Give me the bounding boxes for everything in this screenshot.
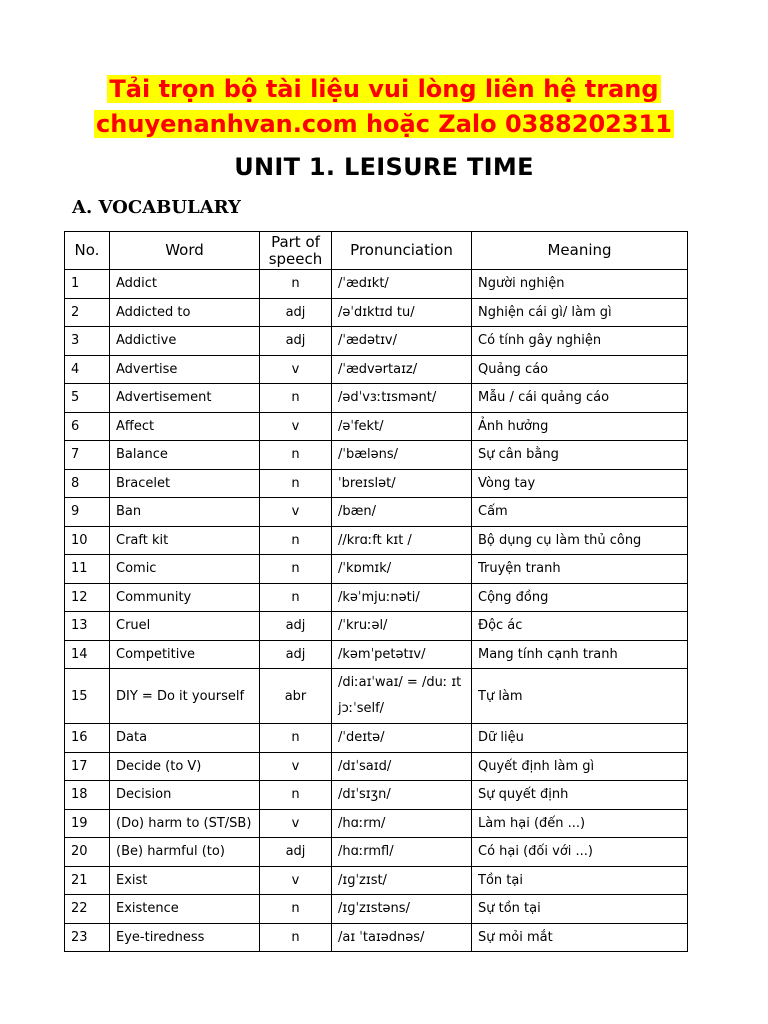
cell-no: 5 — [65, 384, 110, 413]
cell-word: Community — [110, 583, 260, 612]
cell-meaning: Quảng cáo — [472, 355, 688, 384]
cell-meaning: Sự quyết định — [472, 781, 688, 810]
cell-meaning: Quyết định làm gì — [472, 752, 688, 781]
cell-part-of-speech: n — [260, 384, 332, 413]
cell-pronunciation: /dɪˈsɪʒn/ — [332, 781, 472, 810]
header-part-of-speech: Part of speech — [260, 232, 332, 270]
cell-no: 13 — [65, 612, 110, 641]
cell-meaning: Tự làm — [472, 669, 688, 724]
cell-word: Affect — [110, 412, 260, 441]
promo-text-2: chuyenanhvan.com hoặc Zalo 0388202311 — [96, 110, 672, 138]
cell-word: (Do) harm to (ST/SB) — [110, 809, 260, 838]
cell-no: 11 — [65, 555, 110, 584]
cell-word: Eye-tiredness — [110, 923, 260, 952]
table-row — [65, 384, 688, 413]
section-title: A. VOCABULARY — [72, 197, 241, 218]
header-pronunciation: Pronunciation — [332, 232, 472, 270]
cell-pronunciation: /ɪɡˈzɪst/ — [332, 866, 472, 895]
table-row — [65, 838, 688, 867]
cell-meaning: Nghiện cái gì/ làm gì — [472, 298, 688, 327]
cell-meaning: Cộng đồng — [472, 583, 688, 612]
table-row — [65, 923, 688, 952]
cell-word: Comic — [110, 555, 260, 584]
cell-no: 12 — [65, 583, 110, 612]
cell-meaning: Mang tính cạnh tranh — [472, 640, 688, 669]
cell-no: 23 — [65, 923, 110, 952]
cell-pronunciation: /bæn/ — [332, 498, 472, 527]
cell-meaning: Ảnh hưởng — [472, 412, 688, 441]
unit-title: UNIT 1. LEISURE TIME — [234, 153, 534, 181]
table-row — [65, 583, 688, 612]
cell-part-of-speech: n — [260, 469, 332, 498]
cell-word: Craft kit — [110, 526, 260, 555]
cell-meaning: Sự mỏi mắt — [472, 923, 688, 952]
table-row — [65, 327, 688, 356]
cell-word: Addict — [110, 270, 260, 299]
cell-pronunciation: /aɪ ˈtaɪədnəs/ — [332, 923, 472, 952]
cell-pronunciation: /ˈædətɪv/ — [332, 327, 472, 356]
table-row — [65, 781, 688, 810]
cell-word: Advertise — [110, 355, 260, 384]
cell-word: DIY = Do it yourself — [110, 669, 260, 724]
table-row — [65, 441, 688, 470]
cell-pronunciation: /əˈdɪktɪd tu/ — [332, 298, 472, 327]
cell-word: Addictive — [110, 327, 260, 356]
cell-word: (Be) harmful (to) — [110, 838, 260, 867]
table-row — [65, 412, 688, 441]
cell-meaning: Truyện tranh — [472, 555, 688, 584]
cell-word: Exist — [110, 866, 260, 895]
cell-pronunciation: /ˈædɪkt/ — [332, 270, 472, 299]
cell-meaning: Bộ dụng cụ làm thủ công — [472, 526, 688, 555]
cell-no: 9 — [65, 498, 110, 527]
table-row — [65, 669, 688, 724]
cell-word: Advertisement — [110, 384, 260, 413]
header-word: Word — [110, 232, 260, 270]
table-row — [65, 298, 688, 327]
cell-meaning: Tồn tại — [472, 866, 688, 895]
cell-meaning: Có hại (đối với ...) — [472, 838, 688, 867]
cell-pronunciation: /hɑːrm/ — [332, 809, 472, 838]
cell-no: 7 — [65, 441, 110, 470]
table-row — [65, 555, 688, 584]
cell-part-of-speech: abr — [260, 669, 332, 724]
table-row — [65, 752, 688, 781]
table-row — [65, 724, 688, 753]
cell-word: Decision — [110, 781, 260, 810]
cell-no: 2 — [65, 298, 110, 327]
cell-part-of-speech: n — [260, 583, 332, 612]
cell-no: 19 — [65, 809, 110, 838]
cell-no: 1 — [65, 270, 110, 299]
cell-part-of-speech: v — [260, 809, 332, 838]
cell-part-of-speech: n — [260, 781, 332, 810]
cell-pronunciation: /əˈfekt/ — [332, 412, 472, 441]
table-row — [65, 355, 688, 384]
table-row — [65, 640, 688, 669]
cell-pronunciation: /ɪɡˈzɪstəns/ — [332, 895, 472, 924]
cell-no: 17 — [65, 752, 110, 781]
cell-part-of-speech: v — [260, 752, 332, 781]
cell-meaning: Làm hại (đến ...) — [472, 809, 688, 838]
cell-no: 16 — [65, 724, 110, 753]
cell-part-of-speech: n — [260, 526, 332, 555]
cell-pronunciation: ˈbreɪslət/ — [332, 469, 472, 498]
cell-word: Data — [110, 724, 260, 753]
cell-meaning: Người nghiện — [472, 270, 688, 299]
cell-pronunciation: /ˈdeɪtə/ — [332, 724, 472, 753]
table-row — [65, 469, 688, 498]
table-row — [65, 498, 688, 527]
vocabulary-table — [64, 231, 688, 952]
cell-no: 18 — [65, 781, 110, 810]
cell-no: 22 — [65, 895, 110, 924]
cell-meaning: Dữ liệu — [472, 724, 688, 753]
cell-part-of-speech: n — [260, 895, 332, 924]
cell-pronunciation: /dɪˈsaɪd/ — [332, 752, 472, 781]
cell-part-of-speech: adj — [260, 327, 332, 356]
cell-part-of-speech: adj — [260, 612, 332, 641]
header-meaning: Meaning — [472, 232, 688, 270]
cell-part-of-speech: adj — [260, 838, 332, 867]
table-row — [65, 809, 688, 838]
cell-no: 4 — [65, 355, 110, 384]
cell-part-of-speech: n — [260, 923, 332, 952]
cell-word: Cruel — [110, 612, 260, 641]
cell-part-of-speech: n — [260, 270, 332, 299]
table-row — [65, 526, 688, 555]
cell-word: Balance — [110, 441, 260, 470]
cell-part-of-speech: v — [260, 866, 332, 895]
cell-no: 20 — [65, 838, 110, 867]
table-body — [65, 270, 688, 952]
cell-pronunciation: /ˈkɒmɪk/ — [332, 555, 472, 584]
promo-text-1: Tải trọn bộ tài liệu vui lòng liên hệ trang — [109, 75, 659, 103]
cell-pronunciation: /hɑːrmfl/ — [332, 838, 472, 867]
cell-pronunciation: /kəmˈpetətɪv/ — [332, 640, 472, 669]
cell-pronunciation: /ədˈvɜːtɪsmənt/ — [332, 384, 472, 413]
cell-word: Addicted to — [110, 298, 260, 327]
cell-pronunciation: //krɑːft kɪt / — [332, 526, 472, 555]
table-row — [65, 270, 688, 299]
cell-part-of-speech: n — [260, 724, 332, 753]
promo-line-2 — [0, 109, 768, 139]
cell-no: 21 — [65, 866, 110, 895]
cell-word: Ban — [110, 498, 260, 527]
cell-meaning: Sự tồn tại — [472, 895, 688, 924]
cell-meaning: Cấm — [472, 498, 688, 527]
cell-word: Bracelet — [110, 469, 260, 498]
table-row — [65, 866, 688, 895]
cell-no: 14 — [65, 640, 110, 669]
table-row — [65, 895, 688, 924]
table-header-row — [65, 232, 688, 270]
cell-no: 6 — [65, 412, 110, 441]
cell-pronunciation: /diːaɪˈwaɪ/ = /duː ɪt jɔːˈself/ — [332, 669, 472, 724]
cell-part-of-speech: v — [260, 412, 332, 441]
cell-part-of-speech: v — [260, 498, 332, 527]
cell-part-of-speech: n — [260, 555, 332, 584]
cell-part-of-speech: n — [260, 441, 332, 470]
cell-no: 15 — [65, 669, 110, 724]
cell-pronunciation: /ˈædvərtaɪz/ — [332, 355, 472, 384]
table-row — [65, 612, 688, 641]
cell-meaning: Có tính gây nghiện — [472, 327, 688, 356]
cell-part-of-speech: adj — [260, 640, 332, 669]
cell-meaning: Độc ác — [472, 612, 688, 641]
cell-no: 10 — [65, 526, 110, 555]
cell-word: Decide (to V) — [110, 752, 260, 781]
cell-no: 8 — [65, 469, 110, 498]
cell-pronunciation: /ˈbæləns/ — [332, 441, 472, 470]
cell-meaning: Sự cân bằng — [472, 441, 688, 470]
cell-part-of-speech: adj — [260, 298, 332, 327]
cell-word: Existence — [110, 895, 260, 924]
cell-no: 3 — [65, 327, 110, 356]
cell-pronunciation: /kəˈmjuːnəti/ — [332, 583, 472, 612]
cell-pronunciation: /ˈkruːəl/ — [332, 612, 472, 641]
header-no: No. — [65, 232, 110, 270]
cell-meaning: Vòng tay — [472, 469, 688, 498]
promo-line-1 — [0, 74, 768, 104]
cell-part-of-speech: v — [260, 355, 332, 384]
cell-meaning: Mẫu / cái quảng cáo — [472, 384, 688, 413]
cell-word: Competitive — [110, 640, 260, 669]
